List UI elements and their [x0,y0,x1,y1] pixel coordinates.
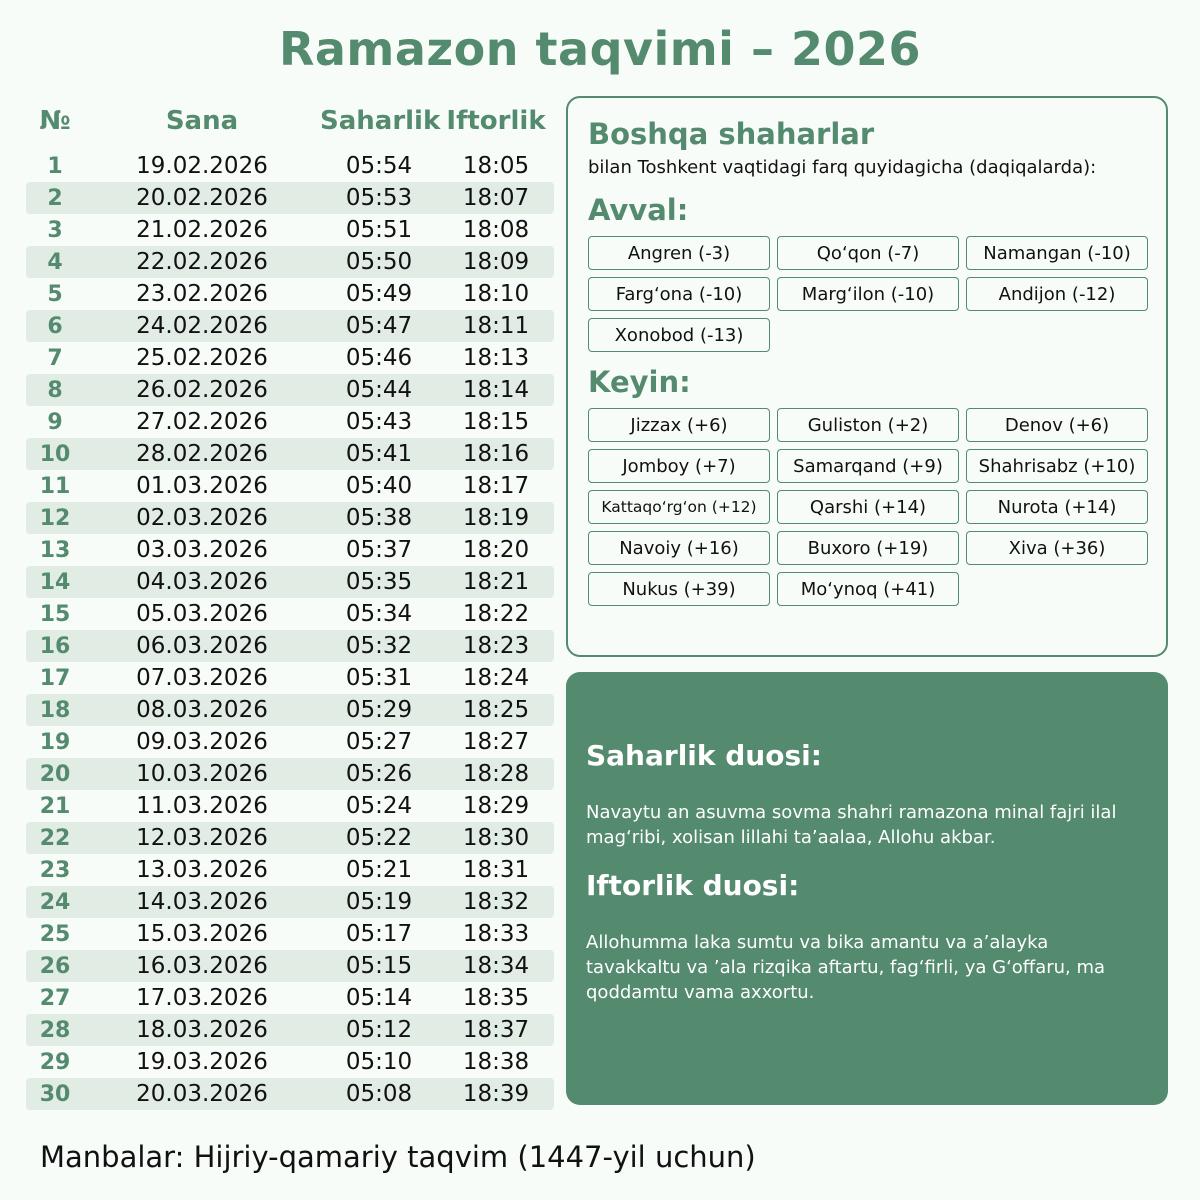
row-date: 18.03.2026 [136,1017,268,1043]
row-num: 6 [47,313,63,339]
row-iftorlik: 18:11 [462,313,530,339]
city-chip: Navoiy (+16) [588,531,770,565]
city-chip: Xonobod (-13) [588,318,770,352]
row-saharlik: 05:31 [345,665,413,691]
row-num: 7 [47,345,63,371]
row-date: 21.02.2026 [136,217,268,243]
city-chip: Buxoro (+19) [777,531,959,565]
header-iftorlik: Iftorlik [446,106,546,136]
city-chip: Guliston (+2) [777,408,959,442]
row-num: 10 [39,441,71,467]
city-chip: Nurota (+14) [966,490,1148,524]
city-chip: Jizzax (+6) [588,408,770,442]
header-num: № [39,106,71,136]
row-date: 26.02.2026 [136,377,268,403]
row-saharlik: 05:49 [345,281,413,307]
table-row [26,982,554,1014]
row-saharlik: 05:53 [345,185,413,211]
row-iftorlik: 18:13 [462,345,530,371]
row-num: 24 [39,889,71,915]
row-date: 05.03.2026 [136,601,268,627]
row-date: 01.03.2026 [136,473,268,499]
cities-subtitle: bilan Toshkent vaqtidagi farq quyidagicha (daqiqalarda): [588,157,1097,178]
row-saharlik: 05:44 [345,377,413,403]
row-saharlik: 05:27 [345,729,413,755]
row-date: 19.03.2026 [136,1049,268,1075]
row-num: 19 [39,729,71,755]
row-iftorlik: 18:15 [462,409,530,435]
table-row [26,1078,554,1110]
row-date: 04.03.2026 [136,569,268,595]
row-date: 23.02.2026 [136,281,268,307]
table-row [26,278,554,310]
row-num: 15 [39,601,71,627]
table-row [26,630,554,662]
table-row [26,150,554,182]
city-chip: Qo‘qon (-7) [777,236,959,270]
row-num: 3 [47,217,63,243]
table-row [26,694,554,726]
row-num: 30 [39,1081,71,1107]
row-saharlik: 05:34 [345,601,413,627]
row-date: 08.03.2026 [136,697,268,723]
table-body [26,150,554,1110]
row-iftorlik: 18:19 [462,505,530,531]
table-row [26,406,554,438]
row-iftorlik: 18:17 [462,473,530,499]
row-num: 17 [39,665,71,691]
row-iftorlik: 18:05 [462,153,530,179]
table-row [26,598,554,630]
row-iftorlik: 18:33 [462,921,530,947]
schedule-table [26,96,554,1110]
city-chip: Nukus (+39) [588,572,770,606]
city-chip: Angren (-3) [588,236,770,270]
row-num: 28 [39,1017,71,1043]
row-saharlik: 05:22 [345,825,413,851]
row-saharlik: 05:51 [345,217,413,243]
row-iftorlik: 18:39 [462,1081,530,1107]
row-iftorlik: 18:37 [462,1017,530,1043]
saharlik-duo-text: Navaytu an asuvma sovma shahri ramazona minal fajri ilal mag‘ribi, xolisan lillahi ta’aalaa, Allohu akbar. [586,802,1117,848]
row-num: 26 [39,953,71,979]
row-num: 25 [39,921,71,947]
row-iftorlik: 18:09 [462,249,530,275]
page-title: Ramazon taqvimi – 2026 [278,22,922,76]
row-iftorlik: 18:29 [462,793,530,819]
row-date: 14.03.2026 [136,889,268,915]
row-date: 03.03.2026 [136,537,268,563]
iftorlik-duo-title: Iftorlik duosi: [586,869,800,902]
table-row [26,822,554,854]
row-iftorlik: 18:24 [462,665,530,691]
row-num: 27 [39,985,71,1011]
row-saharlik: 05:54 [345,153,413,179]
city-chip: Farg‘ona (-10) [588,277,770,311]
row-date: 16.03.2026 [136,953,268,979]
row-num: 2 [47,185,63,211]
row-num: 20 [39,761,71,787]
row-date: 27.02.2026 [136,409,268,435]
row-saharlik: 05:08 [345,1081,413,1107]
table-row [26,566,554,598]
row-num: 9 [47,409,63,435]
row-saharlik: 05:40 [345,473,413,499]
row-num: 18 [39,697,71,723]
before-cities-grid [588,236,1146,352]
row-iftorlik: 18:20 [462,537,530,563]
row-saharlik: 05:12 [345,1017,413,1043]
row-num: 5 [47,281,63,307]
table-row [26,310,554,342]
row-iftorlik: 18:21 [462,569,530,595]
row-date: 06.03.2026 [136,633,268,659]
row-date: 07.03.2026 [136,665,268,691]
row-date: 02.03.2026 [136,505,268,531]
table-row [26,182,554,214]
row-date: 22.02.2026 [136,249,268,275]
row-num: 8 [47,377,63,403]
row-saharlik: 05:15 [345,953,413,979]
row-iftorlik: 18:25 [462,697,530,723]
iftorlik-duo-text: Allohumma laka sumtu va bika amantu va a’alayka tavakkaltu va ’ala rizqika aftartu, fag‘firli, ya G‘offaru, ma qoddamtu vama axxortu. [586,932,1106,1003]
row-iftorlik: 18:22 [462,601,530,627]
row-num: 1 [47,153,63,179]
prayers-panel [566,672,1168,1105]
table-row [26,374,554,406]
row-saharlik: 05:24 [345,793,413,819]
row-iftorlik: 18:16 [462,441,530,467]
header-saharlik: Saharlik [320,106,441,136]
row-num: 16 [39,633,71,659]
row-saharlik: 05:46 [345,345,413,371]
row-saharlik: 05:14 [345,985,413,1011]
row-saharlik: 05:35 [345,569,413,595]
row-date: 17.03.2026 [136,985,268,1011]
row-iftorlik: 18:28 [462,761,530,787]
row-date: 12.03.2026 [136,825,268,851]
after-label: Keyin: [588,365,691,399]
row-date: 24.02.2026 [136,313,268,339]
row-num: 14 [39,569,71,595]
row-num: 22 [39,825,71,851]
table-row [26,918,554,950]
row-date: 11.03.2026 [136,793,268,819]
city-chip: Xiva (+36) [966,531,1148,565]
source-footer: Manbalar: Hijriy-qamariy taqvim (1447-yil uchun) [40,1140,756,1174]
row-saharlik: 05:43 [345,409,413,435]
row-num: 21 [39,793,71,819]
row-date: 20.03.2026 [136,1081,268,1107]
table-header [26,96,554,146]
row-date: 10.03.2026 [136,761,268,787]
row-iftorlik: 18:31 [462,857,530,883]
header-date: Sana [165,106,239,136]
row-date: 20.02.2026 [136,185,268,211]
row-saharlik: 05:21 [345,857,413,883]
table-row [26,470,554,502]
row-iftorlik: 18:30 [462,825,530,851]
row-date: 15.03.2026 [136,921,268,947]
row-num: 29 [39,1049,71,1075]
row-date: 28.02.2026 [136,441,268,467]
city-chip: Shahrisabz (+10) [966,449,1148,483]
city-chip: Qarshi (+14) [777,490,959,524]
row-iftorlik: 18:08 [462,217,530,243]
table-row [26,886,554,918]
city-chip: Denov (+6) [966,408,1148,442]
table-row [26,758,554,790]
row-num: 12 [39,505,71,531]
row-iftorlik: 18:35 [462,985,530,1011]
row-saharlik: 05:47 [345,313,413,339]
row-num: 13 [39,537,71,563]
table-row [26,950,554,982]
table-row [26,502,554,534]
table-row [26,854,554,886]
row-num: 11 [39,473,71,499]
row-saharlik: 05:17 [345,921,413,947]
row-iftorlik: 18:34 [462,953,530,979]
city-chip: Marg‘ilon (-10) [777,277,959,311]
row-date: 13.03.2026 [136,857,268,883]
row-num: 4 [47,249,63,275]
row-iftorlik: 18:32 [462,889,530,915]
other-cities-panel [566,96,1168,657]
row-iftorlik: 18:07 [462,185,530,211]
row-iftorlik: 18:27 [462,729,530,755]
city-chip: Jomboy (+7) [588,449,770,483]
row-iftorlik: 18:14 [462,377,530,403]
row-saharlik: 05:41 [345,441,413,467]
cities-title: Boshqa shaharlar [588,117,875,151]
table-row [26,246,554,278]
row-iftorlik: 18:23 [462,633,530,659]
table-row [26,726,554,758]
saharlik-duo-title: Saharlik duosi: [586,739,822,772]
table-row [26,662,554,694]
row-date: 25.02.2026 [136,345,268,371]
row-saharlik: 05:50 [345,249,413,275]
row-saharlik: 05:32 [345,633,413,659]
city-chip: Namangan (-10) [966,236,1148,270]
before-label: Avval: [588,193,689,227]
city-chip: Samarqand (+9) [777,449,959,483]
row-saharlik: 05:38 [345,505,413,531]
row-date: 09.03.2026 [136,729,268,755]
table-row [26,342,554,374]
table-row [26,534,554,566]
city-chip: Kattaqo‘rg‘on (+12) [588,490,770,524]
city-chip: Mo‘ynoq (+41) [777,572,959,606]
row-saharlik: 05:10 [345,1049,413,1075]
table-row [26,438,554,470]
row-saharlik: 05:37 [345,537,413,563]
city-chip: Andijon (-12) [966,277,1148,311]
row-iftorlik: 18:10 [462,281,530,307]
row-num: 23 [39,857,71,883]
row-saharlik: 05:19 [345,889,413,915]
table-row [26,790,554,822]
after-cities-grid [588,408,1146,606]
table-row [26,214,554,246]
row-saharlik: 05:29 [345,697,413,723]
row-iftorlik: 18:38 [462,1049,530,1075]
table-row [26,1046,554,1078]
row-date: 19.02.2026 [136,153,268,179]
row-saharlik: 05:26 [345,761,413,787]
table-row [26,1014,554,1046]
